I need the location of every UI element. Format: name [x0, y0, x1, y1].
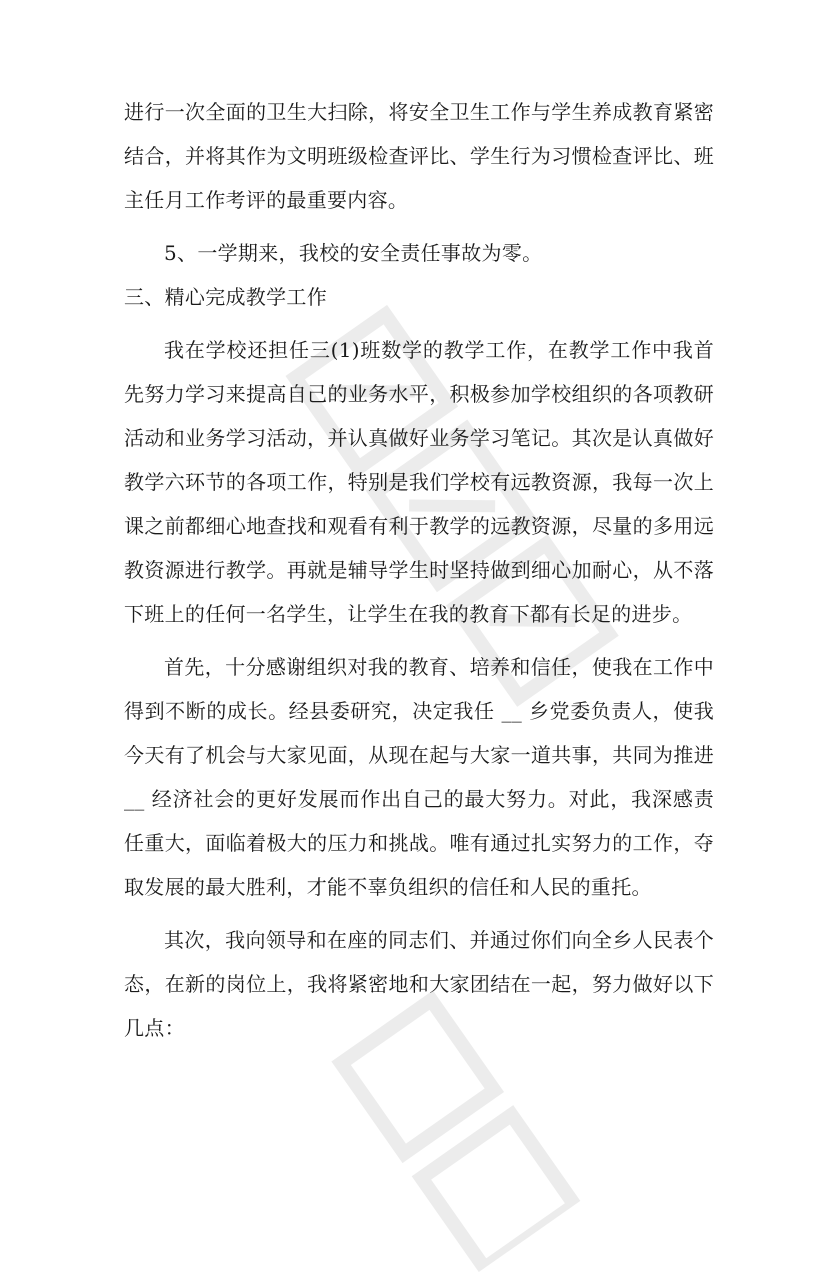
- paragraph-gratitude: 首先，十分感谢组织对我的教育、培养和信任，使我在工作中得到不断的成长。经县委研究，决定我任 __ 乡党委负责人，使我今天有了机会与大家见面，从现在起与大家一道共事，共同为推进__ 经济社会的更好发展而作出自己的最大努力。对此，我深感责任重大，面临着极大的压力和挑战。唯有通过扎实努力的工作，夺取发展的最大胜利，才能不辜负组织的信任和人民的重托。: [124, 655, 714, 899]
- paragraph-safety-record: 5、一学期来，我校的安全责任事故为零。: [164, 241, 543, 265]
- paragraph-teaching-work: 我在学校还担任三(1)班数学的教学工作，在教学工作中我首先努力学习来提高自己的业务水平，积极参加学校组织的各项教研活动和业务学习活动，并认真做好业务学习笔记。其次是认真做好教学六环节的各项工作，特别是我们学校有远教资源，我每一次上课之前都细心地查找和观看有利于教学的远教资源，尽量的多用远教资源进行教学。再就是辅导学生时坚持做到细心加耐心，从不落下班上的任何一名学生，让学生在我的教育下都有长足的进步。: [124, 338, 714, 626]
- section-heading-teaching: 三、精心完成教学工作: [124, 285, 327, 309]
- paragraph-commitment: 其次，我向领导和在座的同志们、并通过你们向全乡人民表个态，在新的岗位上，我将紧密地和大家团结在一起，努力做好以下几点：: [124, 928, 714, 1040]
- document-body: [124, 90, 714, 1050]
- paragraph-sanitation: 进行一次全面的卫生大扫除，将安全卫生工作与学生养成教育紧密结合，并将其作为文明班级检查评比、学生行为习惯检查评比、班主任月工作考评的最重要内容。: [124, 100, 714, 212]
